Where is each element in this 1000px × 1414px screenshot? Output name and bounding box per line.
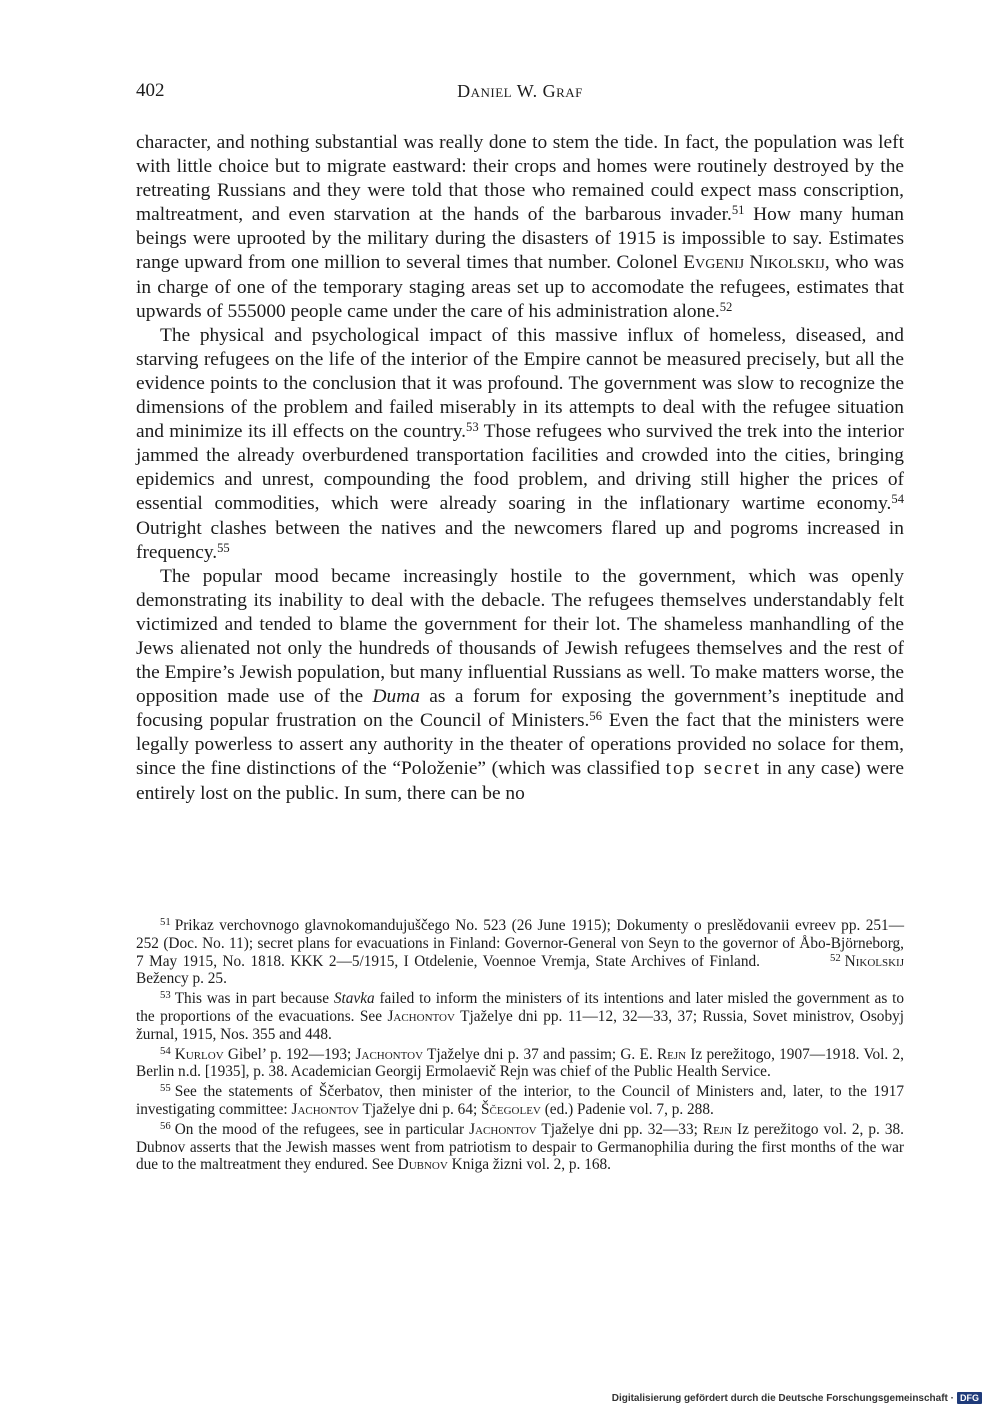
author-name: Evgenij Nikolskij [683,252,825,274]
footnote-text: (ed.) Padenie vol. 7, p. 288. [540,1100,714,1118]
footnote-author: Jachontov [355,1045,424,1063]
footnote-number: 54 [160,1044,171,1057]
footnote-text: failed to inform the ministers of its intentions and later misled the government as to the proportions of the evacuations. See [136,990,904,1025]
footnote-text: Tjaželye dni p. 37 and passim; G. E. [423,1045,657,1063]
p2-text-a: The physical and psychological impact of this massive influx of homeless, diseased, and starving refugees on the life of the interior of the Empire cannot be measured precisely, but all the evidence points to the conclusion that it was profound. The government was slow to recognize the dimensions of the problem and failed miserably in its attempts to deal with the refugee situation and minimize its ill effects on the country. [136,324,904,443]
footnote-ref-55: 55 [217,540,230,555]
p2-text-c: Outright clashes between the natives and the newcomers flared up and pogroms increased in frequency. [136,517,904,563]
footnote-56 [136,1121,904,1174]
stavka-term: Stavka [333,990,375,1008]
footnote-text: Tjaželye dni pp. 32—33; [536,1120,703,1138]
page-number: 402 [136,80,165,101]
p1-text-c: , who was in charge of one of the temporary staging areas set up to accomodate the refugees, estimates that upwards of 555000 people came under the care of his administration alone. [136,252,904,322]
running-head: Daniel W. Graf [457,81,583,101]
footnote-text: Gibel’ p. 192—193; [223,1045,356,1063]
footnote-author: Ščegolev [481,1100,541,1118]
dfg-logo: DFG [957,1392,982,1404]
footnote-ref-56: 56 [589,709,602,724]
footnote-54 [136,1046,904,1082]
top-secret-term: top secret [665,758,762,780]
footnote-text: Prikaz verchovnogo glavnokomandujuščego No. 523 (26 June 1915); Dokumenty o preslědovanii evreev pp. 251—252 (Doc. No. 11); secret plans for evacuations in Finland: Governor-General von Seyn to the governor of Åbo-Björneborg, 7 May 1915, No. 1818. KKK 2—5/1915, I Otdelenie, Voennoe Vremja, State Archives of Finland. [136,917,904,970]
footnote-number: 51 [160,916,171,928]
p2-text-b: Those refugees who survived the trek into the interior jammed the already overburdened transportation facilities and crowded into the cities, bringing epidemics and unrest, compounding the food problem, and driving still higher the prices of essential commodities, which were already soaring in the inflationary wartime economy. [136,421,904,515]
footnote-text: Tjaželye dni pp. 11—12, 32—33, 37; Russia, Sovet ministrov, Osobyj žurnal, 1915, Nos. 355 and 448. [136,1007,904,1043]
paragraph-3 [136,565,904,806]
footnote-author: Jachontov [387,1007,455,1025]
p3-text-c: Even the fact that the ministers were legally powerless to assert any authority in the theater of operations provided no solace for them, since the fine distinctions of the “Položenie” (which was classified [136,710,904,780]
footnote-author: Dubnov [397,1156,448,1174]
footnote-number: 53 [160,989,171,1002]
paragraph-1 [136,131,904,324]
footnote-53 [136,990,904,1043]
p1-text-b: How many human beings were uprooted by the military during the disasters of 1915 is impossible to say. Estimates range upward from one million to several times that number. Colonel [136,204,904,274]
footnote-number: 55 [160,1082,171,1095]
footnote-author: Kurlov [174,1045,224,1063]
footnotes [136,917,904,1176]
footnote-ref-51: 51 [731,203,745,218]
footnote-51 [136,917,904,988]
footnote-author: Rejn [702,1120,733,1138]
main-text [136,131,904,806]
footnote-text: Iz perežitogo vol. 2, p. 38. Dubnov asserts that the Jewish masses went from patriotism to despair to Germanophilia during the first months of the war due to the maltreatment they endured. See [136,1120,904,1174]
footnote-text-52: Bežency p. 25. [136,970,227,988]
duma-term: Duma [372,686,420,708]
footnote-ref-53: 53 [466,420,479,435]
footnote-55 [136,1083,904,1119]
footnote-text: Tjaželye dni p. 64; [358,1100,482,1118]
footnote-text: On the mood of the refugees, see in particular [174,1120,470,1138]
footnote-ref-54: 54 [891,492,904,507]
paragraph-2 [136,324,904,565]
digitization-footer [612,1390,982,1406]
p3-text-a: The popular mood became increasingly hostile to the government, which was openly demonstrating its inability to deal with the debacle. The refugees themselves understandably felt victimized and tended to blame the government for their lot. The shameless manhandling of the Jews alienated not only the hundreds of thousands of Jewish refugees themselves and the rest of the Empire’s Jewish population, but many influential Russians as well. To make matters worse, the opposition made use of the [136,565,904,708]
footer-text: Digitalisierung gefördert durch die Deutsche Forschungsgemeinschaft · [611,1392,954,1404]
footnote-text: This was in part because [174,990,334,1008]
footnote-author: Jachontov [291,1100,359,1118]
footnote-text: See the statements of Ščerbatov, then minister of the interior, to the Council of Ministers and, later, to the 1917 investigating committee: [136,1083,904,1118]
footnote-author: Jachontov [469,1120,537,1138]
footnote-text: Kniga žizni vol. 2, p. 168. [447,1156,611,1174]
footnote-number-52: 52 [829,951,841,964]
footnote-text: Iz perežitogo, 1907—1918. Vol. 2, Berlin n.d. [1935], p. 38. Academician Georgij Ermolaevič Rejn was chief of the Public Health Service. [136,1045,904,1081]
footnote-ref-52: 52 [719,299,733,314]
page-header [136,80,904,106]
footnote-author: Rejn [656,1045,687,1063]
p3-text-b: as a forum for exposing the government’s ineptitude and focusing popular frustration on the Council of Ministers. [136,686,904,732]
footnote-number: 56 [160,1119,171,1132]
p1-text-a: character, and nothing substantial was really done to stem the tide. In fact, the population was left with little choice but to migrate eastward: their crops and homes were routinely destroyed by the retreating Russians and they were told that those who remained could expect mass conscription, maltreatment, and even starvation at the hands of the barbarous invader. [136,132,904,226]
p3-text-d: in any case) were entirely lost on the public. In sum, there can be no [136,758,904,804]
footnote-author: Nikolskij [844,952,904,970]
